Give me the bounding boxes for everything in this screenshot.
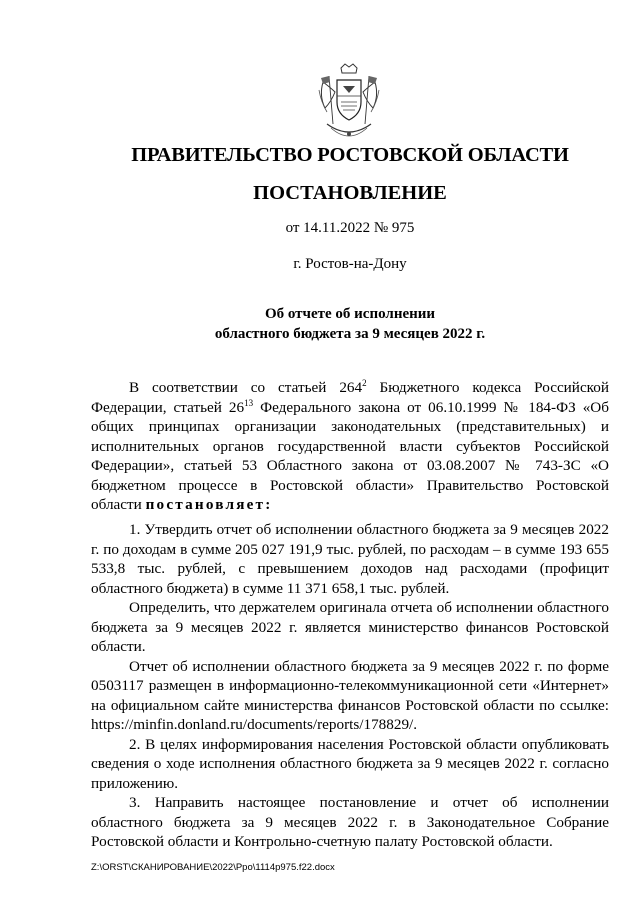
coat-of-arms-icon <box>313 62 385 146</box>
decree-item: 1. Утвердить отчет об исполнении областного бюджета за 9 месяцев 2022 г. по доходам в сумме 205 027 191,9 тыс. рублей, по расходам – в сумме 193 655 533,8 тыс. рублей, с превышением доходов над расходами (профицит областного бюджета) в сумме 11 371 658,1 тыс. рублей. <box>91 521 609 597</box>
decree-item: 2. В целях информирования населения Ростовской области опубликовать сведения о ходе исполнения областного бюджета за 9 месяцев 2022 г. согласно приложению. <box>91 735 609 792</box>
title-line-1: Об отчете об исполнении <box>264 306 436 322</box>
decree-items <box>91 520 609 852</box>
decree-item: Определить, что держателем оригинала отчета об исполнении областного бюджета за 9 месяцев 2022 г. является министерство финансов Ростовской области. <box>91 599 609 655</box>
preamble-paragraph <box>91 378 609 515</box>
document-type: ПОСТАНОВЛЕНИЕ <box>253 182 447 204</box>
decree-word: постановляет: <box>145 496 273 513</box>
decree-item: 3. Направить настоящее постановление и отчет об исполнении областного бюджета за 9 месяцев 2022 г. в Законодательное Собрание Ростовской области и Контрольно-счетную палату Ростовской области. <box>91 794 609 850</box>
preamble-text-2: Бюджетного кодекса Российской Федерации, статьей 26 <box>91 379 610 416</box>
preamble-text-1: В соответствии со статьей 264 <box>129 379 363 396</box>
decree-item: Отчет об исполнении областного бюджета за 9 месяцев 2022 г. по форме 0503117 размещен в информационно-телекоммуникационной сети «Интернет» на официальном сайте министерства финансов Ростовской области по ссылке: https://minfin.donland.ru/documents/reports/178829/. <box>91 657 609 733</box>
organization-name: ПРАВИТЕЛЬСТВО РОСТОВСКОЙ ОБЛАСТИ <box>131 144 569 166</box>
document-title <box>60 304 640 344</box>
title-line-2: областного бюджета за 9 месяцев 2022 г. <box>214 326 486 342</box>
file-path-footer: Z:\ORST\СКАНИРОВАНИЕ\2022\Ppo\1114p975.f22.docx <box>91 862 335 873</box>
preamble-sup-2: 13 <box>244 397 254 408</box>
document-city: г. Ростов-на-Дону <box>293 256 407 272</box>
preamble-sup-1: 2 <box>362 377 367 388</box>
document-date-number: от 14.11.2022 № 975 <box>285 220 415 236</box>
preamble-text-3: Федерального закона от 06.10.1999 № 184-ФЗ «Об общих принципах организации законодательных (представительных) и исполнительных органов государственной власти субъектов Российской Федерации», статьей 53 Областного закона от 03.08.2007 № 743-ЗС «О бюджетном процессе в Ростовской области» Правительство Ростовской области <box>91 398 609 513</box>
preamble <box>91 378 609 515</box>
